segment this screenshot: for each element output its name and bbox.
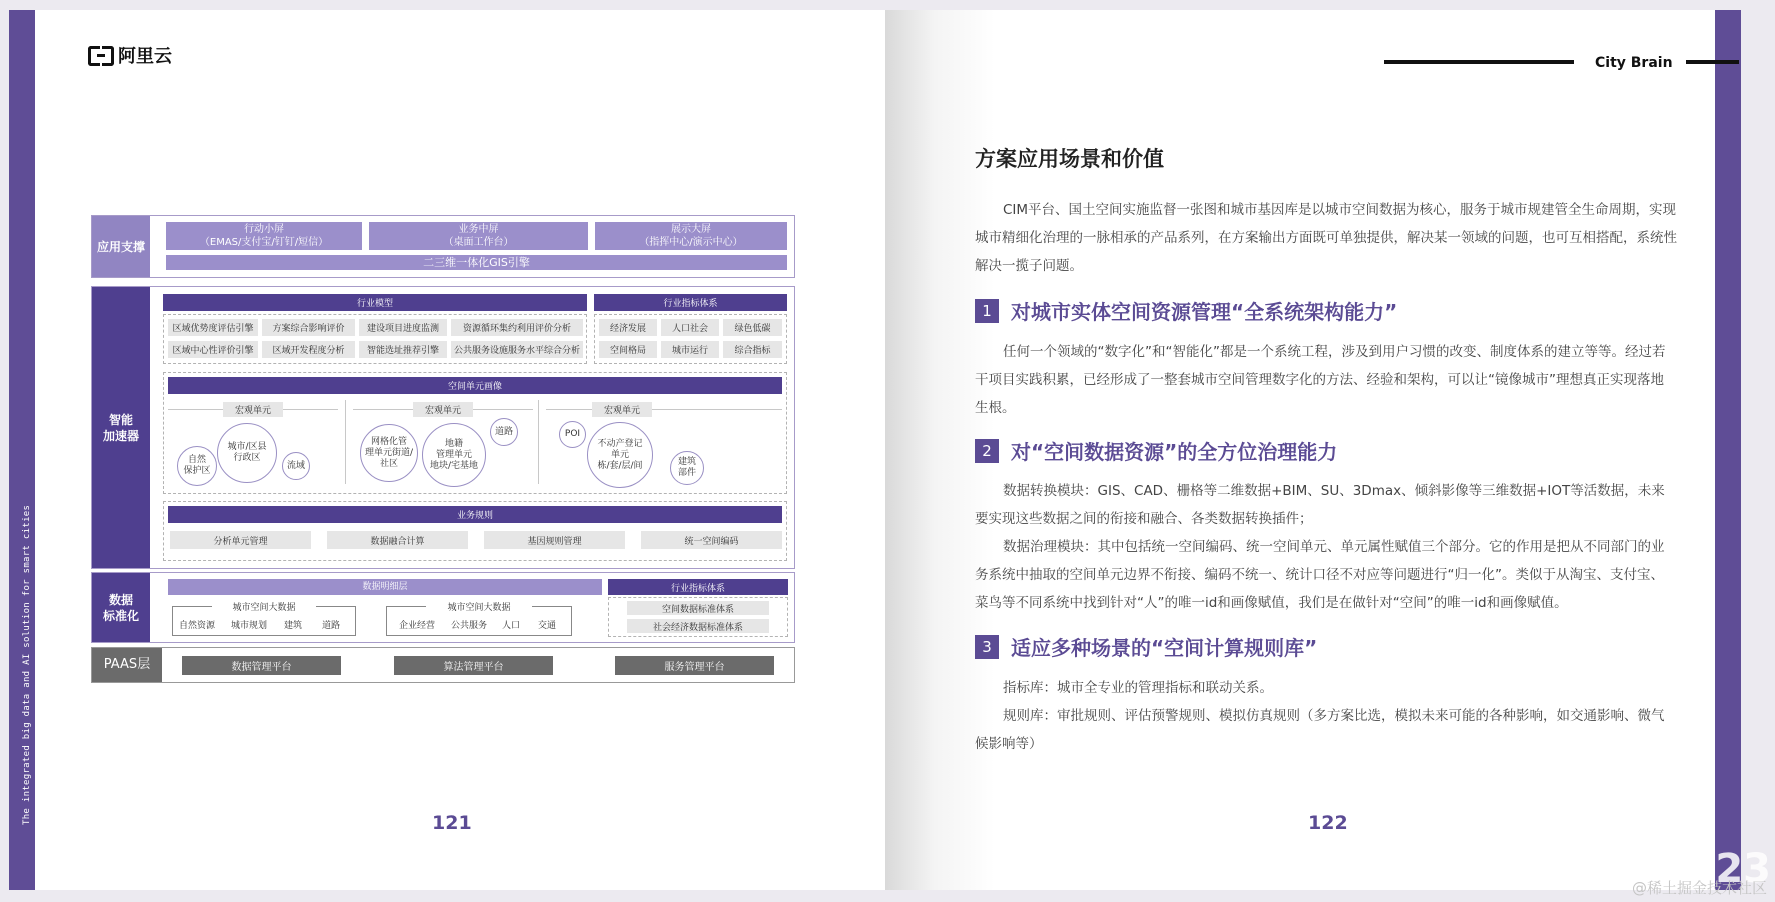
aliyun-logo-icon [88, 46, 114, 64]
unit-circle: 流域 [282, 452, 310, 480]
model-cell: 智能选址推荐引擎 [359, 341, 447, 358]
detail-box-2-title: 城市空间大数据 [426, 600, 532, 613]
vertical-tagline: The integrated big data and AI solution for smart cities [22, 504, 32, 825]
industry-model-title: 行业模型 [163, 294, 587, 311]
section-paragraph: 任何一个领域的“数字化”和“智能化”都是一个系统工程，涉及到用户习惯的改变、制度体系的建立等等。经过若干项目实践积累，已经形成了一整套城市空间管理数字化的方法、经验和架构，可以让“镜像城市”理想真正实现落地生根。 [975, 344, 1666, 416]
unit-circle: 地籍 管理单元 地块/宅基地 [422, 423, 486, 487]
detail-box-1-title: 城市空间大数据 [212, 600, 316, 613]
section-3-heading [975, 632, 1317, 661]
right-page-number: 122 [1308, 812, 1348, 834]
industry-index-title: 行业指标体系 [594, 294, 787, 311]
section-title: 对城市实体空间资源管理“全系统架构能力” [1011, 300, 1398, 324]
header-title: City Brain [1595, 55, 1673, 71]
rules-cell: 统一空间编码 [641, 531, 782, 549]
macro-unit-label: 宏观单元 [592, 402, 652, 417]
header-rule [1384, 60, 1574, 64]
unit-circle: POI [559, 421, 586, 448]
logo-text: 阿里云 [118, 46, 172, 67]
accelerator-label: 智能 加速器 [92, 287, 150, 568]
divider [538, 400, 539, 484]
standardization-label: 数据 标准化 [92, 573, 150, 642]
rules-cell: 数据融合计算 [327, 531, 468, 549]
unit-circle: 建筑 部件 [670, 451, 704, 485]
model-cell: 区域开发程度分析 [262, 341, 355, 358]
model-cell: 资源循环集约利用评价分析 [451, 319, 583, 336]
paas-item: 服务管理平台 [615, 656, 774, 675]
corner-number: 23 [1715, 846, 1771, 892]
index-cell: 综合指标 [723, 341, 782, 358]
detail-item: 企业经营 [398, 621, 435, 631]
model-cell: 建设项目进度监测 [359, 319, 447, 336]
section-number: 3 [975, 635, 999, 659]
rules-title: 业务规则 [168, 506, 782, 523]
left-page-number: 121 [432, 812, 472, 834]
model-cell: 区域优势度评估引擎 [168, 319, 258, 336]
section-1-heading [975, 296, 1397, 325]
watermark: @稀土掘金技术社区 [1631, 879, 1767, 897]
section-paragraph: 数据转换模块：GIS、CAD、栅格等二维数据+BIM、SU、3Dmax、倾斜影像等三维数据+IOT等活数据，未来要实现这些数据之间的衔接和融合、各类数据转换插件； [975, 483, 1665, 527]
index-cell: 人口社会 [661, 319, 719, 336]
section-heading: 方案应用场景和价值 [975, 147, 1164, 171]
detail-item: 公共服务 [450, 621, 487, 631]
paas-layer [91, 647, 795, 683]
section-number: 1 [975, 299, 999, 323]
screen-desktop: 业务中屏 （桌面工作台） [369, 222, 588, 250]
paas-label: PAAS层 [92, 648, 162, 682]
detail-item: 城市规划 [230, 621, 267, 631]
index-cell: 空间格局 [599, 341, 657, 358]
intro-paragraph: CIM平台、国土空间实施监督一张图和城市基因库是以城市空间数据为核心，服务于城市规建管全生命周期，实现城市精细化治理的一脉相承的产品系列，在方案输出方面既可单独提供，解决某一领域的问题，也可互相搭配，系统性解决一揽子问题。 [975, 202, 1677, 274]
macro-unit-label: 宏观单元 [223, 402, 283, 417]
aliyun-logo [88, 42, 172, 68]
portrait-title: 空间单元画像 [168, 377, 782, 394]
app-support-label: 应用支撑 [92, 216, 150, 277]
screen-big: 展示大屏 （指挥中心/演示中心） [595, 222, 787, 250]
macro-unit-label: 宏观单元 [413, 402, 473, 417]
screen-mobile: 行动小屏 （EMAS/支付宝/钉钉/短信） [166, 222, 362, 250]
app-support-layer [91, 215, 795, 278]
standardization-layer [91, 572, 795, 643]
detail-item: 建筑 [283, 621, 302, 631]
unit-circle: 不动产登记 单元 栋/套/层/间 [587, 422, 653, 488]
right-side-bar [1715, 10, 1741, 890]
section-paragraph: 规则库：审批规则、评估预警规则、模拟仿真规则（多方案比选，模拟未来可能的各种影响，如交通影响、微气候影响等） [975, 708, 1665, 752]
std-index-item: 空间数据标准体系 [627, 601, 769, 615]
divider [345, 400, 346, 484]
detail-item: 道路 [321, 621, 340, 631]
detail-item: 人口 [501, 621, 520, 631]
model-cell: 方案综合影响评价 [262, 319, 355, 336]
section-paragraph: 数据治理模块：其中包括统一空间编码、统一空间单元、单元属性赋值三个部分。它的作用是把从不同部门的业务系统中抽取的空间单元边界不衔接、编码不统一、统计口径不对应等问题进行“归一化”。类似于从淘宝、支付宝、菜鸟等不同系统中找到针对“人”的唯一id和画像赋值，我们是在做针对“空间”的唯一id和画像赋值。 [975, 539, 1665, 611]
rules-cell: 分析单元管理 [170, 531, 311, 549]
rules-cell: 基因规则管理 [484, 531, 625, 549]
left-side-bar [9, 10, 35, 890]
index-cell: 经济发展 [599, 319, 657, 336]
model-cell: 区域中心性评价引擎 [168, 341, 258, 358]
section-paragraph: 指标库：城市全专业的管理指标和联动关系。 [1003, 680, 1273, 696]
divider [546, 409, 782, 410]
section-title: 适应多种场景的“空间计算规则库” [1011, 636, 1318, 660]
section-2-heading [975, 436, 1337, 465]
section-title: 对“空间数据资源”的全方位治理能力 [1011, 440, 1338, 464]
model-cell: 公共服务设施服务水平综合分析 [451, 341, 583, 358]
index-cell: 绿色低碳 [723, 319, 782, 336]
detail-item: 交通 [537, 621, 556, 631]
section-number: 2 [975, 439, 999, 463]
detail-layer-title: 数据明细层 [168, 579, 602, 595]
unit-circle: 网格化管 理单元街道/ 社区 [360, 424, 418, 482]
unit-circle: 自然 保护区 [177, 446, 217, 486]
header-rule [1686, 60, 1739, 64]
accelerator-layer [91, 286, 795, 569]
detail-item: 自然资源 [178, 621, 215, 631]
std-index-item: 社会经济数据标准体系 [627, 619, 769, 633]
paas-item: 数据管理平台 [182, 656, 341, 675]
unit-circle: 道路 [490, 418, 518, 446]
unit-circle: 城市/区县 行政区 [217, 423, 277, 483]
index-cell: 城市运行 [661, 341, 719, 358]
paas-item: 算法管理平台 [394, 656, 553, 675]
gis-engine: 二三维一体化GIS引擎 [166, 255, 787, 270]
std-index-title: 行业指标体系 [608, 579, 788, 595]
